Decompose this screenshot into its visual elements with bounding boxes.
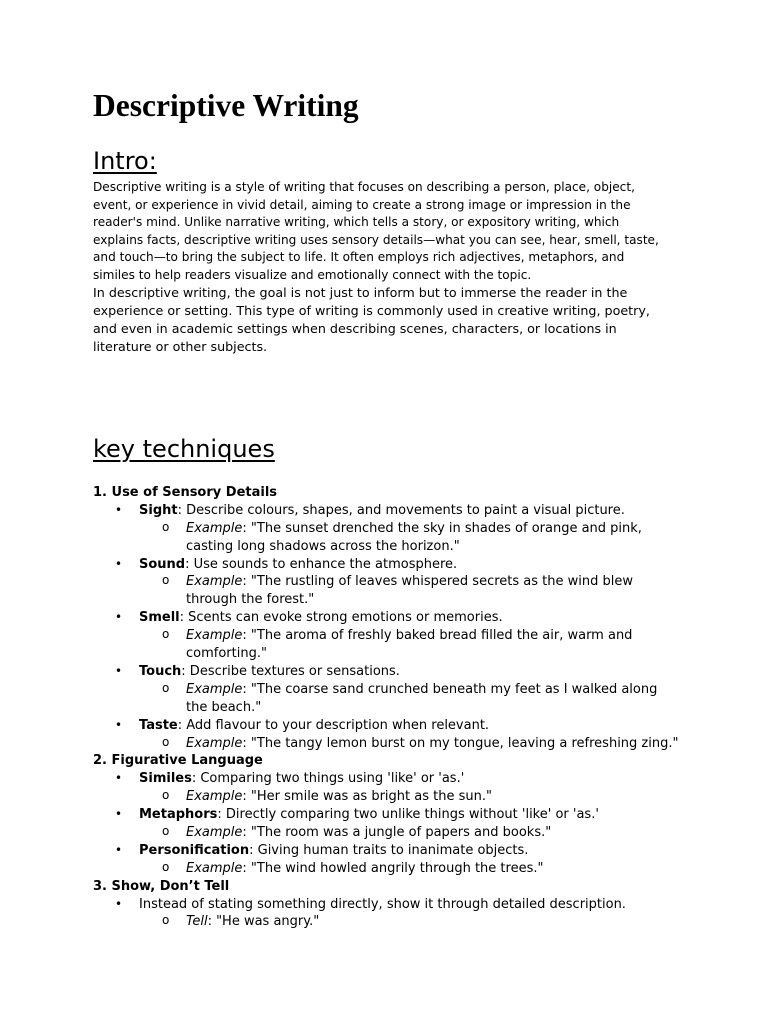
bullet-icon: •: [115, 556, 123, 571]
example-label: Example: [186, 735, 243, 751]
list-item-taste: [93, 717, 683, 735]
example-text: : "The rustling of leaves whispered secrets as the wind blew through the forest.": [186, 574, 633, 608]
bullet-icon: •: [115, 896, 123, 911]
item-label: Sight: [139, 502, 178, 518]
example-text: : "The wind howled angrily through the trees.": [242, 860, 544, 876]
example-personification: [93, 860, 670, 878]
example-sight: [93, 520, 670, 556]
example-sound: [93, 573, 670, 609]
item-label: Touch: [139, 663, 182, 679]
item-text: : Directly comparing two unlike things without 'like' or 'as.': [217, 807, 599, 823]
document-title: Descriptive Writing: [93, 88, 359, 123]
item-label: Sound: [139, 556, 186, 572]
bullet-icon: •: [115, 610, 123, 625]
list-item-sight: [93, 502, 683, 520]
item-label: Taste: [139, 717, 178, 733]
example-label: Tell: [186, 914, 208, 930]
example-label: Example: [186, 824, 243, 840]
list-item-smell: [93, 609, 683, 627]
sub-bullet-icon: o: [162, 680, 170, 695]
example-text: : "The coarse sand crunched beneath my feet as I walked along the beach.": [186, 681, 658, 715]
bullet-icon: •: [115, 807, 123, 822]
section-title-show-dont-tell: 3. Show, Don’t Tell: [93, 878, 230, 894]
list-item-similes: [93, 770, 683, 788]
item-text: : Use sounds to enhance the atmosphere.: [185, 556, 458, 572]
example-smell: [93, 627, 670, 663]
bullet-icon: •: [115, 663, 123, 678]
sub-bullet-icon: o: [162, 859, 170, 874]
item-text: : Comparing two things using 'like' or 'as.': [191, 771, 465, 787]
item-label: Personification: [139, 842, 250, 858]
list-item-touch: [93, 663, 683, 681]
sub-bullet-icon: o: [162, 913, 170, 928]
list-item-sound: [93, 556, 683, 574]
example-text: : "He was angry.": [207, 914, 320, 930]
sub-bullet-icon: o: [162, 823, 170, 838]
sub-bullet-icon: o: [162, 519, 170, 534]
intro-section: [93, 179, 668, 356]
intro-heading: Intro:: [93, 147, 157, 175]
example-label: Example: [186, 628, 243, 644]
sub-bullet-icon: o: [162, 627, 170, 642]
key-techniques-heading: key techniques: [93, 435, 275, 463]
example-taste: [93, 734, 679, 753]
item-text: : Add flavour to your description when relevant.: [177, 717, 490, 733]
example-label: Example: [186, 860, 243, 876]
item-label: Similes: [139, 771, 192, 787]
example-label: Example: [186, 789, 243, 805]
sub-bullet-icon: o: [162, 734, 170, 749]
item-text: : Giving human traits to inanimate objects.: [249, 842, 529, 858]
example-metaphors: [93, 824, 670, 842]
bullet-icon: •: [115, 842, 123, 857]
example-touch: [93, 681, 670, 717]
item-label: Smell: [139, 610, 180, 626]
bullet-icon: •: [115, 502, 123, 517]
example-text: : "The tangy lemon burst on my tongue, leaving a refreshing zing.": [242, 735, 679, 751]
bullet-icon: •: [115, 771, 123, 786]
techniques-list: [93, 484, 683, 931]
intro-paragraph-2: In descriptive writing, the goal is not just to inform but to immerse the reader in the experience or setting. This type of writing is commonly used in creative writing, poetry, and even in academic settings when describing scenes, characters, or locations in literature or other subjects.: [93, 285, 650, 354]
item-text: : Describe textures or sensations.: [181, 663, 400, 679]
list-item-instead: [93, 896, 683, 914]
section-title-sensory: 1. Use of Sensory Details: [93, 485, 278, 500]
example-label: Example: [186, 681, 243, 697]
section-title-figurative: 2. Figurative Language: [93, 753, 263, 769]
sub-bullet-icon: o: [162, 788, 170, 803]
item-label: Metaphors: [139, 807, 218, 823]
bullet-icon: •: [115, 717, 123, 732]
example-text: : "The room was a jungle of papers and books.": [242, 824, 552, 840]
example-similes: [93, 788, 670, 806]
example-label: Example: [186, 574, 243, 590]
list-item-metaphors: [93, 806, 683, 824]
example-label: Example: [186, 520, 243, 536]
example-text: : "The sunset drenched the sky in shades of orange and pink, casting long shadows across the horizon.": [186, 520, 642, 554]
intro-paragraph-1: Descriptive writing is a style of writing that focuses on describing a person, place, object, event, or experience in vivid detail, aiming to create a strong image or impression in the reader's mind. Unlike narrative writing, which tells a story, or expository writing, which explains facts, descriptive writing uses sensory details—what you can see, hear, smell, taste, and touch—to bring the subject to life. It often employs rich adjectives, metaphors, and similes to help readers visualize and emotionally connect with the topic.: [93, 180, 659, 282]
example-tell: [93, 913, 670, 931]
example-text: : "The aroma of freshly baked bread filled the air, warm and comforting.": [186, 628, 633, 662]
list-item-personification: [93, 842, 683, 860]
item-text: : Describe colours, shapes, and movements to paint a visual picture.: [177, 502, 625, 518]
sub-bullet-icon: o: [162, 573, 170, 588]
item-text: : Scents can evoke strong emotions or memories.: [179, 610, 503, 626]
example-text: : "Her smile was as bright as the sun.": [242, 789, 492, 805]
item-text: Instead of stating something directly, show it through detailed description.: [139, 896, 626, 912]
